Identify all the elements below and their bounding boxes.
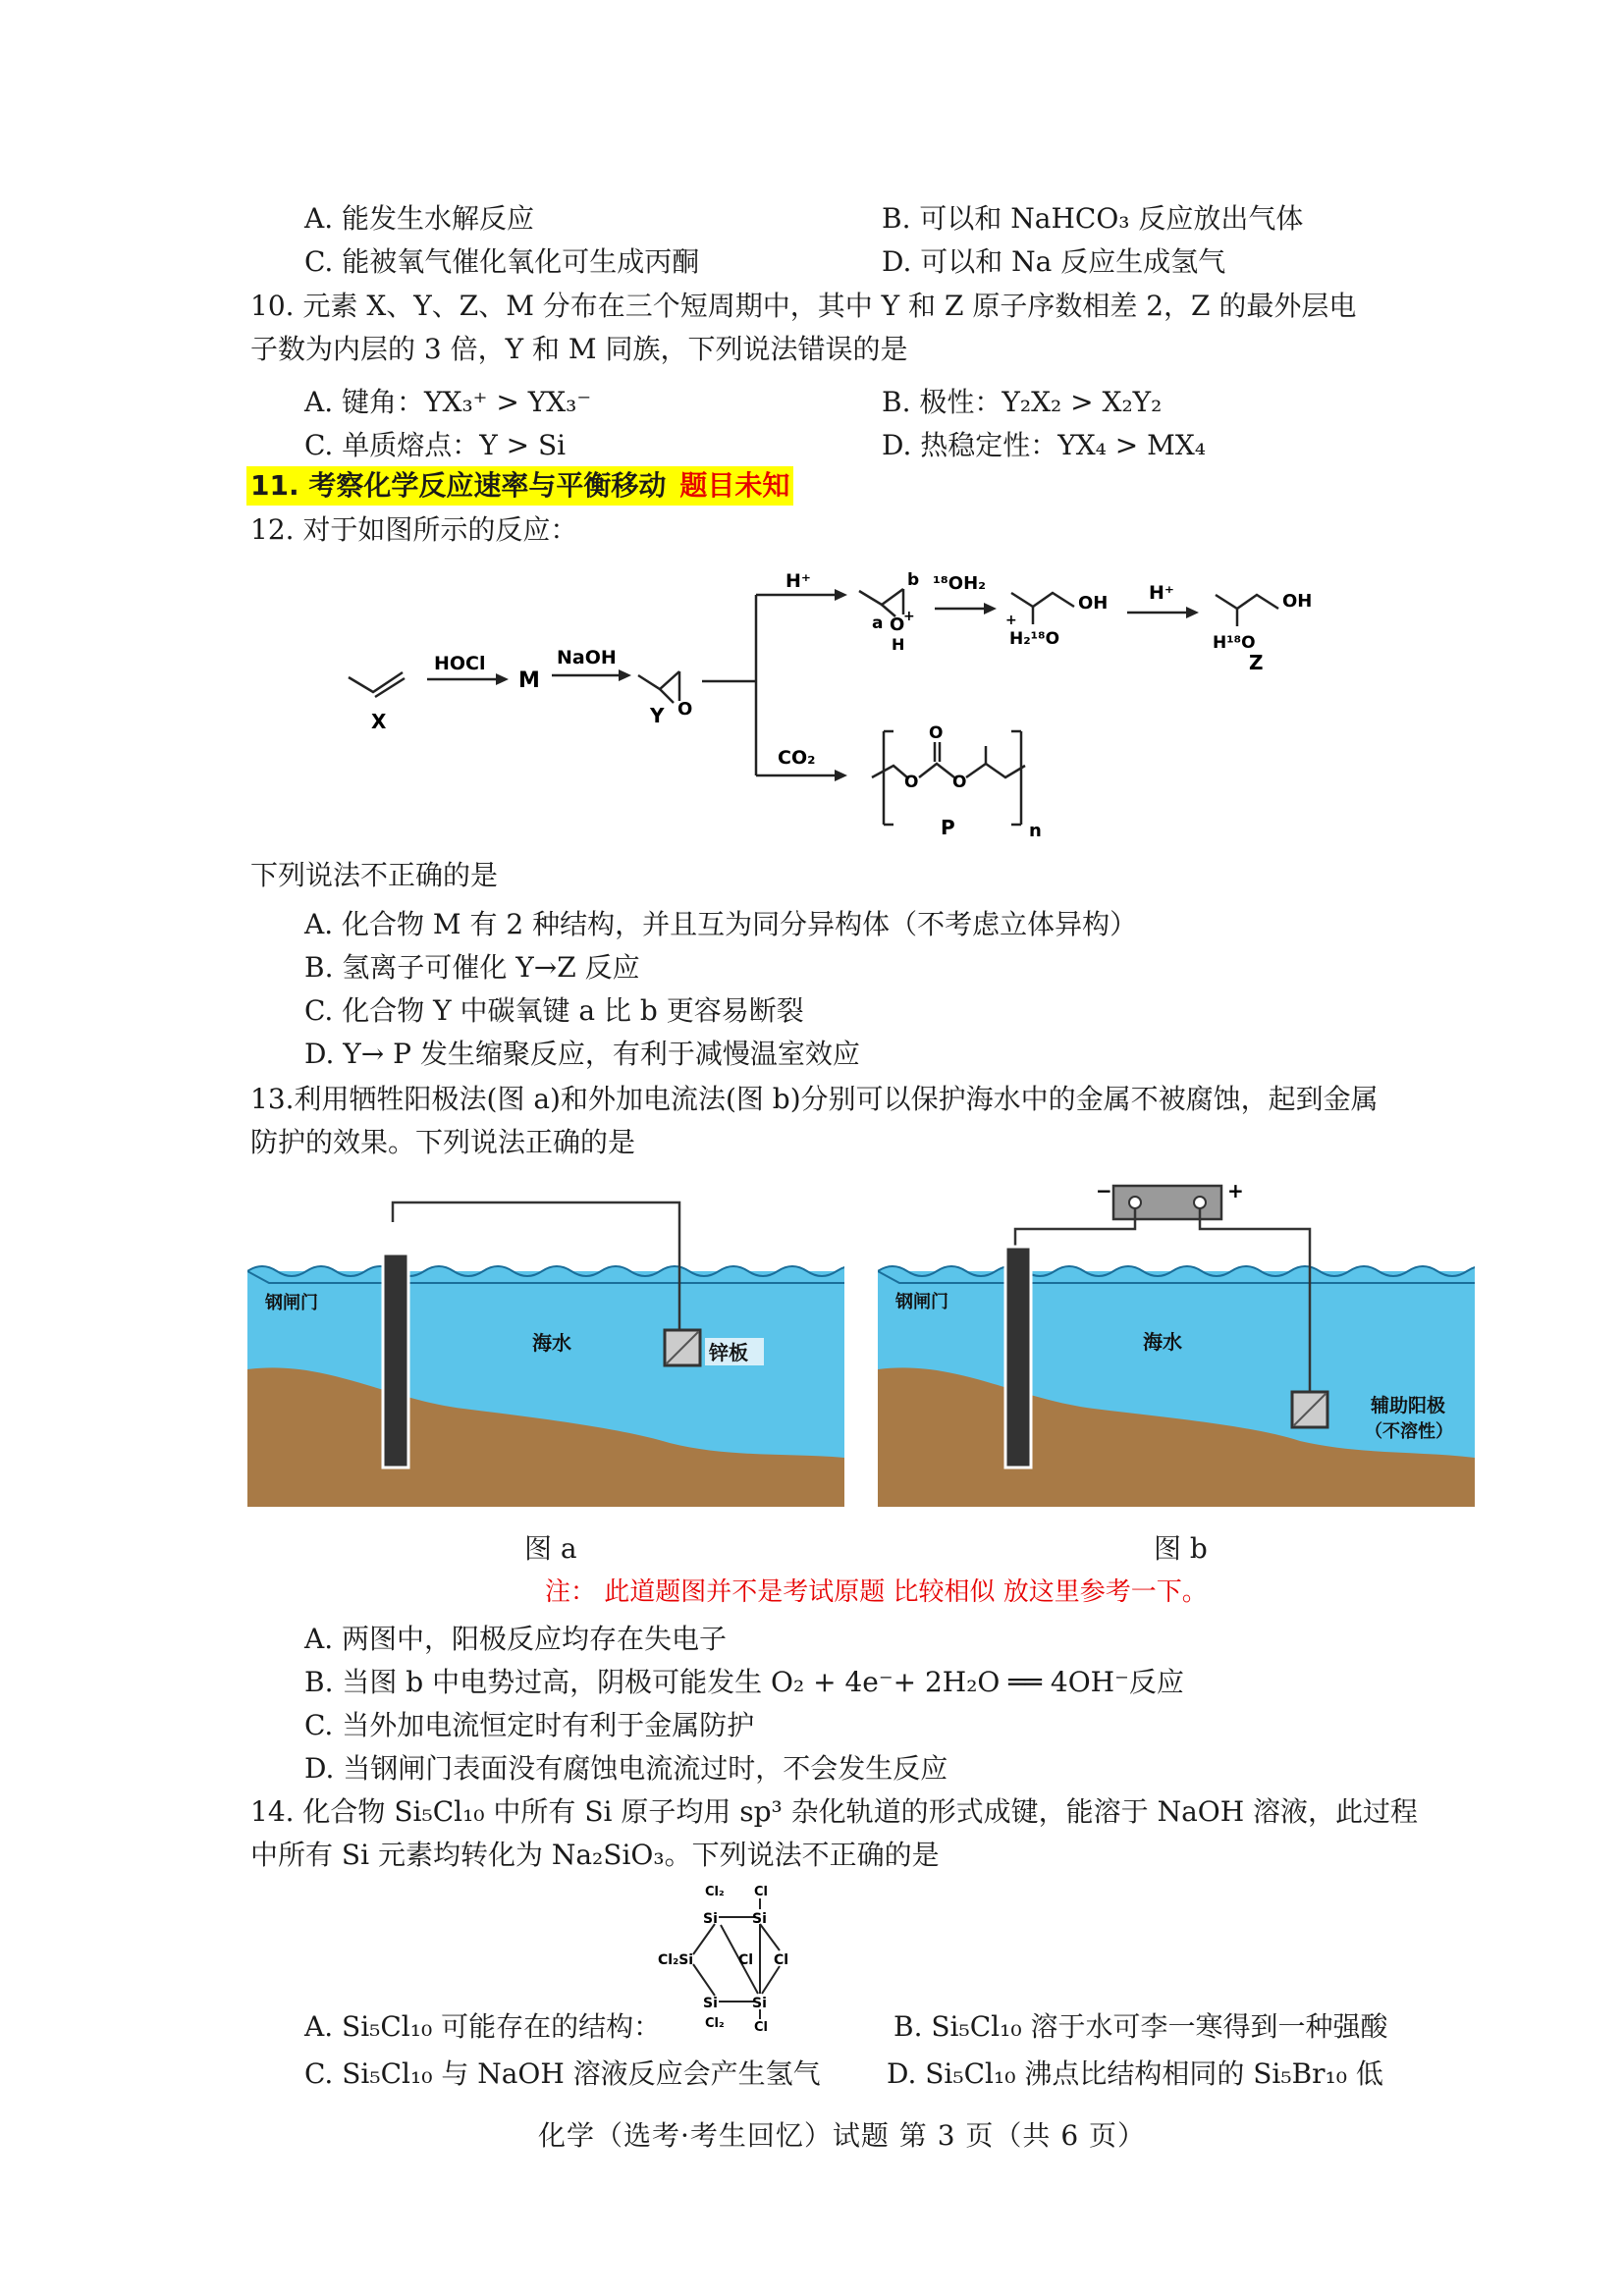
svg-text:H₂¹⁸O: H₂¹⁸O <box>1009 629 1060 649</box>
svg-text:OH: OH <box>1282 591 1313 612</box>
q14-option-b: B. Si₅Cl₁₀ 溶于水可李一寒得到一种强酸 <box>893 2010 1388 2043</box>
caption-figure-a: 图 a <box>524 1532 577 1565</box>
label-plus: + <box>1227 1179 1244 1202</box>
q11-label: 11. 考察化学反应速率与平衡移动 <box>250 469 667 502</box>
q12-stem: 12. 对于如图所示的反应： <box>250 513 578 546</box>
q13-option-d: D. 当钢闸门表面没有腐蚀电流流过时，不会发生反应 <box>304 1752 948 1785</box>
svg-text:H: H <box>892 635 905 654</box>
steel-gate-b <box>1005 1247 1031 1468</box>
q12-ask: 下列说法不正确的是 <box>250 859 499 891</box>
svg-text:O: O <box>904 773 919 792</box>
q12-reaction-scheme <box>334 560 1335 854</box>
svg-text:Cl: Cl <box>774 1952 789 1968</box>
q14-stem-line2: 中所有 Si 元素均转化为 Na₂SiO₃。下列说法不正确的是 <box>250 1839 940 1871</box>
label-m: M <box>518 668 540 693</box>
q13-stem-line1: 13.利用牺牲阳极法(图 a)和外加电流法(图 b)分别可以保护海水中的金属不被腐蚀，起到金属 <box>250 1083 1379 1115</box>
q13-reference-note: 注： 此道题图并不是考试原题 比较相似 放这里参考一下。 <box>545 1577 1208 1607</box>
q9-option-b: B. 可以和 NaHCO₃ 反应放出气体 <box>882 202 1304 235</box>
q12-option-a: A. 化合物 M 有 2 种结构，并且互为同分异构体（不考虑立体异构） <box>304 908 1138 940</box>
svg-text:Cl₂: Cl₂ <box>705 1885 725 1899</box>
reagent-water18: ¹⁸OH₂ <box>933 573 987 594</box>
q12-option-c: C. 化合物 Y 中碳氧键 a 比 b 更容易断裂 <box>304 994 804 1027</box>
propene-structure <box>349 672 403 692</box>
q10-option-c: C. 单质熔点：Y > Si <box>304 429 567 461</box>
svg-text:Cl₂Si: Cl₂Si <box>658 1952 694 1968</box>
page-footer: 化学（选考·考生回忆）试题 第 3 页（共 6 页） <box>538 2119 1147 2152</box>
q14-option-d: D. Si₅Cl₁₀ 沸点比结构相同的 Si₅Br₁₀ 低 <box>887 2057 1383 2090</box>
svg-text:Si: Si <box>703 1996 718 2011</box>
svg-text:+: + <box>1005 613 1017 628</box>
q13-option-b: B. 当图 b 中电势过高，阴极可能发生 O₂ + 4e⁻+ 2H₂O ══ 4OH⁻反应 <box>304 1666 1184 1698</box>
reagent-h-plus-1: H⁺ <box>785 570 811 592</box>
epoxide-y-structure <box>638 671 679 689</box>
q11-highlight <box>246 466 793 506</box>
label-aux-anode: 辅助阳极 <box>1371 1395 1446 1416</box>
q10-option-a: A. 键角：YX₃⁺ > YX₃⁻ <box>304 386 592 418</box>
diol-z-structure <box>1216 595 1278 609</box>
label-z: Z <box>1249 651 1264 674</box>
label-gate-a: 钢闸门 <box>265 1293 318 1313</box>
svg-text:H¹⁸O: H¹⁸O <box>1213 633 1256 653</box>
label-x: X <box>371 710 387 733</box>
steel-gate-a <box>383 1254 408 1468</box>
q11-unknown: 题目未知 <box>679 469 790 502</box>
svg-text:n: n <box>1029 821 1042 841</box>
svg-text:Cl₂: Cl₂ <box>705 2016 725 2031</box>
svg-text:Cl: Cl <box>738 1952 754 1968</box>
svg-text:O: O <box>929 723 944 743</box>
q9-option-d: D. 可以和 Na 反应生成氢气 <box>882 245 1226 278</box>
reagent-hocl: HOCl <box>434 653 486 674</box>
svg-text:OH: OH <box>1078 593 1109 614</box>
figure-b-impressed-current <box>878 1168 1475 1507</box>
q12-option-d: D. Y→ P 发生缩聚反应，有利于减慢温室效应 <box>304 1038 860 1070</box>
label-sea-b: 海水 <box>1143 1330 1182 1354</box>
svg-text:O: O <box>952 773 967 792</box>
si5cl10-structure <box>658 1880 815 2037</box>
q10-stem-line2: 子数为内层的 3 倍，Y 和 M 同族，下列说法错误的是 <box>250 333 908 365</box>
q9-option-c: C. 能被氧气催化氧化可生成丙酮 <box>304 245 700 278</box>
svg-text:Si: Si <box>752 1911 767 1927</box>
svg-text:Cl: Cl <box>754 2020 768 2035</box>
label-minus: − <box>1096 1179 1112 1202</box>
q14-option-a: A. Si₅Cl₁₀ 可能存在的结构： <box>304 2010 662 2043</box>
label-gate-b: 钢闸门 <box>895 1292 948 1312</box>
label-sea-a: 海水 <box>532 1331 571 1355</box>
label-y: Y <box>650 704 665 727</box>
reagent-h-plus-2: H⁺ <box>1149 582 1174 604</box>
q12-option-b: B. 氢离子可催化 Y→Z 反应 <box>304 951 640 984</box>
svg-text:Si: Si <box>752 1996 767 2011</box>
svg-text:Si: Si <box>703 1911 718 1927</box>
q14-option-c: C. Si₅Cl₁₀ 与 NaOH 溶液反应会产生氢气 <box>304 2057 821 2090</box>
svg-text:O: O <box>890 614 905 635</box>
svg-text:Cl: Cl <box>754 1885 768 1899</box>
q9-option-a: A. 能发生水解反应 <box>304 202 535 235</box>
figure-a-sacrificial-anode <box>247 1183 844 1507</box>
label-zinc: 锌板 <box>709 1341 748 1364</box>
q14-stem-line1: 14. 化合物 Si₅Cl₁₀ 中所有 Si 原子均用 sp³ 杂化轨道的形式成键，能溶于 NaOH 溶液，此过程 <box>250 1795 1419 1828</box>
svg-text:a: a <box>872 614 884 633</box>
reagent-co2: CO₂ <box>778 747 816 769</box>
svg-text:b: b <box>907 570 920 590</box>
label-insoluble: （不溶性） <box>1365 1421 1453 1442</box>
q13-option-a: A. 两图中，阳极反应均存在失电子 <box>304 1623 728 1655</box>
reagent-naoh: NaOH <box>557 647 617 668</box>
q10-option-d: D. 热稳定性：YX₄ > MX₄ <box>882 429 1206 461</box>
svg-text:+: + <box>903 609 915 624</box>
svg-text:O: O <box>677 699 693 720</box>
q13-stem-line2: 防护的效果。下列说法正确的是 <box>250 1126 636 1158</box>
protonated-epoxide <box>859 589 903 605</box>
caption-figure-b: 图 b <box>1154 1532 1208 1565</box>
q10-option-b: B. 极性：Y₂X₂ > X₂Y₂ <box>882 386 1163 418</box>
label-p: P <box>941 816 955 839</box>
oxonium-intermediate <box>1011 593 1074 607</box>
q13-option-c: C. 当外加电流恒定时有利于金属防护 <box>304 1709 755 1741</box>
q10-stem-line1: 10. 元素 X、Y、Z、M 分布在三个短周期中，其中 Y 和 Z 原子序数相差 2，Z 的最外层电 <box>250 290 1357 322</box>
